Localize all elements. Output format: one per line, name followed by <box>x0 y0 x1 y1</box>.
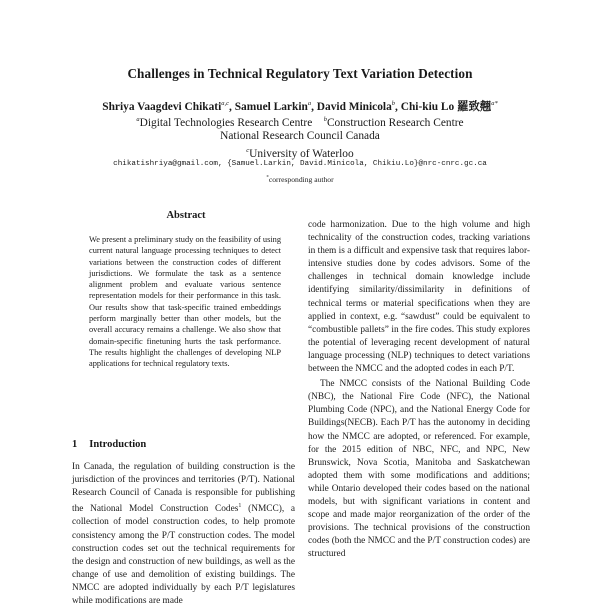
author-name: Shriya Vaagdevi Chikati <box>102 101 222 113</box>
intro-paragraph: The NMCC consists of the National Building Code (NBC), the National Fire Code (NFC), the National Plumbing Code (NPC), and the National Energy Code for Buildings(NECB). Each P/T has the autonomy in deciding how the NMCC are adopted, or referenced. For example, for the 2015 edition of NBC, NFC, and NPC, New Brunswick, Nova Scotia, Manitoba and Saskatchewan adopted them with some modifications and additions; while Ontario developed their codes based on the national models, but with significant variations in content and scope and made major reorganization of the order of the provisions. The technical provisions of the construction codes (both the NMCC and the P/T construction codes) are structured <box>308 379 530 560</box>
author-name: Samuel Larkin <box>234 101 308 113</box>
author-name: Chi-kiu Lo 羅致翹 <box>400 101 492 113</box>
affiliation-mark: b <box>323 116 327 123</box>
intro-paragraph: code harmonization. Due to the high volume and high technicality of the construction codes, tracking variations in them is a difficult and expensive task that requires labor-intensive studies done by codes advisors. Some of the challenges in technical domain knowledge include identifying similarity/dissimilarity in definitions of technical terms or material specifications when they are applied in context, e.g. “sawdust” could be equivalent to “combustible pallets” in the fire codes. This study explores the potential of leveraging recent development of natural language processing (NLP) techniques to detect variations between the NMCC and the adopted codes in each P/T. <box>308 220 530 375</box>
affiliation-org: National Research Council Canada <box>220 130 380 142</box>
affiliation-digital-tech: Digital Technologies Research Centre <box>139 116 313 129</box>
author-affiliation-mark: a,c <box>221 100 230 108</box>
paper-title: Challenges in Technical Regulatory Text Variation Detection <box>127 66 473 81</box>
section-heading <box>72 439 146 450</box>
author-name: David Minicola <box>316 101 392 113</box>
author-emails: chikatishriya@gmail.com, {Samuel.Larkin, David.Minicola, Chikiu.Lo}@nrc-cnrc.gc.ca <box>113 160 487 168</box>
affiliation-mark: c <box>246 147 250 154</box>
intro-text: In Canada, the regulation of building construction is the jurisdiction of the provinces and territories (P/T). National Research Council of Canada is responsible for publishing the National Model Construction Codes <box>72 462 295 515</box>
abstract-text: We present a preliminary study on the feasibility of using current natural language processing techniques to detect variations between the construction codes of different jurisdictions. We formulate the task as a sentence alignment problem and evaluate various sentence representation models for their performance in this task. Our results show that task-specific trained embeddings perform marginally better than other models, but the overall accuracy remains a challenge. We also show that domain-specific finetuning hurts the task performance. The results highlight the challenges of developing NLP applications for technical regulatory texts. <box>89 235 281 369</box>
author-affiliation-mark: a* <box>491 100 498 108</box>
section-number: 1 <box>72 439 78 450</box>
affiliation-mark: a <box>136 116 140 123</box>
author-list: Shriya Vaagdevi Chikati$^{a,c}$, Samuel Larkin$^a$, David Minicola$^b$, Chi-kiu Lo 羅致翹$^{a*}$ <box>102 100 498 113</box>
author-affiliation-mark: a <box>307 100 312 108</box>
author-affiliation-mark: b <box>391 100 396 108</box>
intro-right-column <box>308 219 530 561</box>
affiliation-line <box>0 143 600 162</box>
affiliation-waterloo: University of Waterloo <box>249 147 354 160</box>
intro-paragraph <box>72 461 295 608</box>
intro-left-column <box>72 461 295 608</box>
footnote-ref: 1 <box>238 503 242 510</box>
corresponding-note <box>0 175 600 184</box>
affiliation-construction: Construction Research Centre <box>326 116 464 129</box>
section-title: Introduction <box>89 439 147 450</box>
abstract-heading: Abstract <box>166 210 206 221</box>
intro-text: (NMCC), a collection of model construction codes, to help promote consistency among the P/T construction codes. The model construction codes set out the technical requirements for the design and construction of new buildings, as well as the change of use and demolition of existing buildings. The NMCC are adopted individually by each P/T legislatures while modifications are made <box>72 504 295 607</box>
corresponding-mark: * <box>266 175 269 181</box>
corresponding-label: corresponding author <box>268 175 334 184</box>
